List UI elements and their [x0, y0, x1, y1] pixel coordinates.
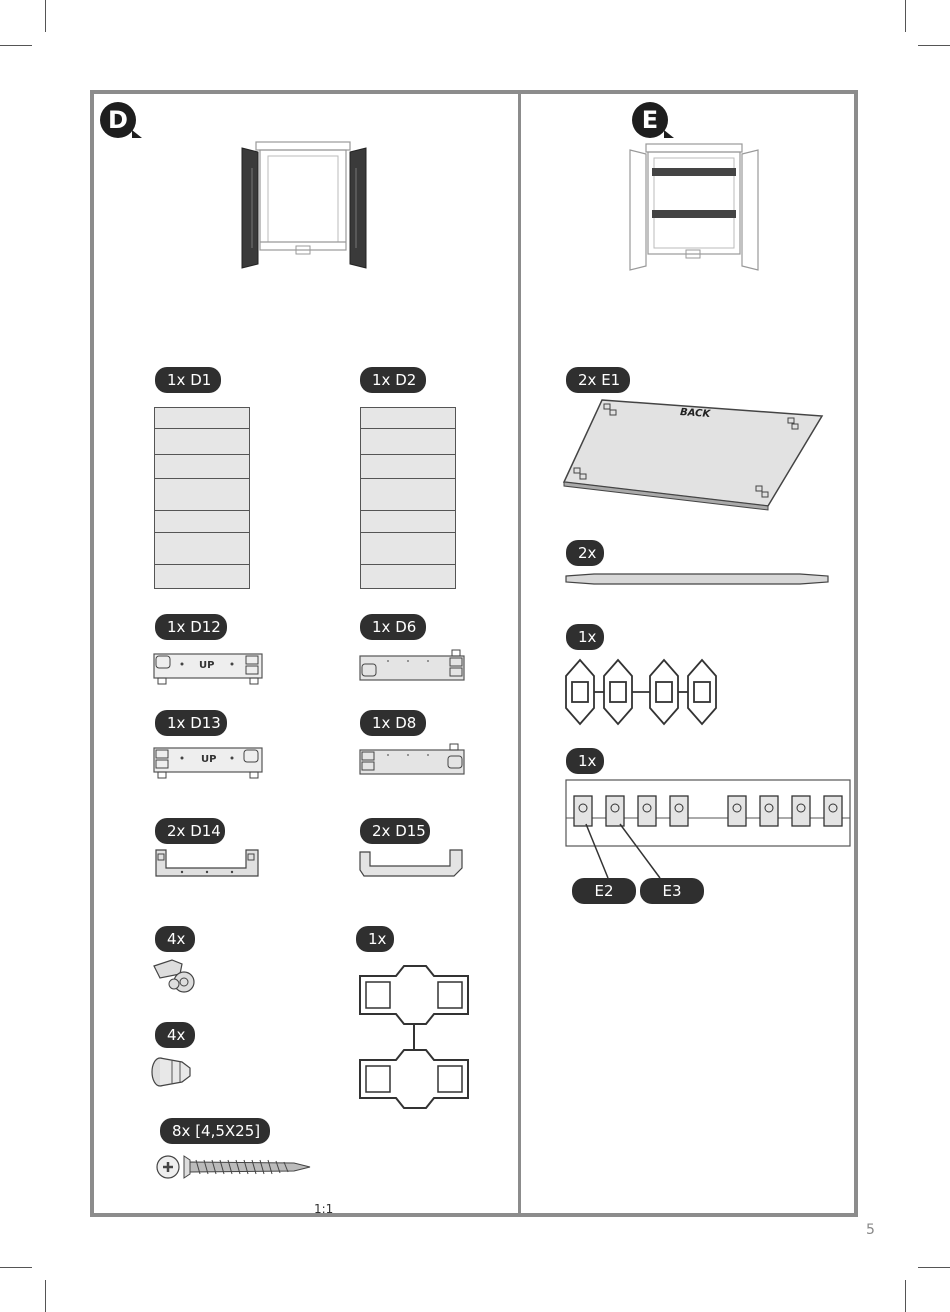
hinge-illustration [150, 956, 206, 996]
part-label-clips: 1x [566, 748, 604, 774]
handle-d14-illustration [152, 846, 264, 882]
part-label-plug: 4x [155, 1022, 195, 1048]
connectors-illustration [562, 656, 722, 728]
page-number: 5 [866, 1222, 875, 1238]
up-marking: UP [199, 660, 215, 671]
part-label-screw: 8x [4,5X25] [160, 1118, 270, 1144]
plug-illustration [150, 1054, 194, 1090]
part-label-d8: 1x D8 [360, 710, 426, 736]
crop-mark [0, 1267, 32, 1268]
step-badge-d: D [100, 102, 136, 138]
crop-mark [905, 1280, 906, 1312]
part-label-d1: 1x D1 [155, 367, 221, 393]
shelf-back-label: BACK [679, 406, 711, 421]
scale-label: 1:1 [314, 1202, 334, 1216]
cabinet-doors-illustration [238, 138, 370, 270]
part-label-clip-frame: 1x [356, 926, 394, 952]
cabinet-shelves-illustration [626, 142, 762, 274]
part-label-d12: 1x D12 [155, 614, 227, 640]
crop-mark [905, 0, 906, 32]
part-label-hinge: 4x [155, 926, 195, 952]
part-label-d6: 1x D6 [360, 614, 426, 640]
part-label-d14: 2x D14 [155, 818, 225, 844]
section-divider [518, 92, 521, 1215]
crop-mark [0, 45, 32, 46]
panel-d1 [154, 407, 250, 589]
rail-illustration [564, 572, 830, 586]
part-label-d15: 2x D15 [360, 818, 430, 844]
bracket-d8-illustration [358, 744, 466, 780]
handle-d15-illustration [358, 846, 466, 880]
part-label-e1: 2x E1 [566, 367, 630, 393]
crop-mark [45, 1280, 46, 1312]
crop-mark [45, 0, 46, 32]
clip-frame-illustration [356, 962, 472, 1112]
clip-strip-illustration [564, 778, 854, 850]
part-label-rail: 2x [566, 540, 604, 566]
screw-illustration [154, 1154, 314, 1180]
crop-mark [918, 1267, 950, 1268]
up-marking: UP [201, 754, 217, 765]
step-badge-e: E [632, 102, 668, 138]
crop-mark [918, 45, 950, 46]
part-label-e3: E3 [640, 878, 704, 904]
part-label-d2: 1x D2 [360, 367, 426, 393]
part-label-d13: 1x D13 [155, 710, 227, 736]
bracket-d6-illustration [358, 650, 466, 686]
part-label-connectors: 1x [566, 624, 604, 650]
part-label-e2: E2 [572, 878, 636, 904]
panel-d2 [360, 407, 456, 589]
